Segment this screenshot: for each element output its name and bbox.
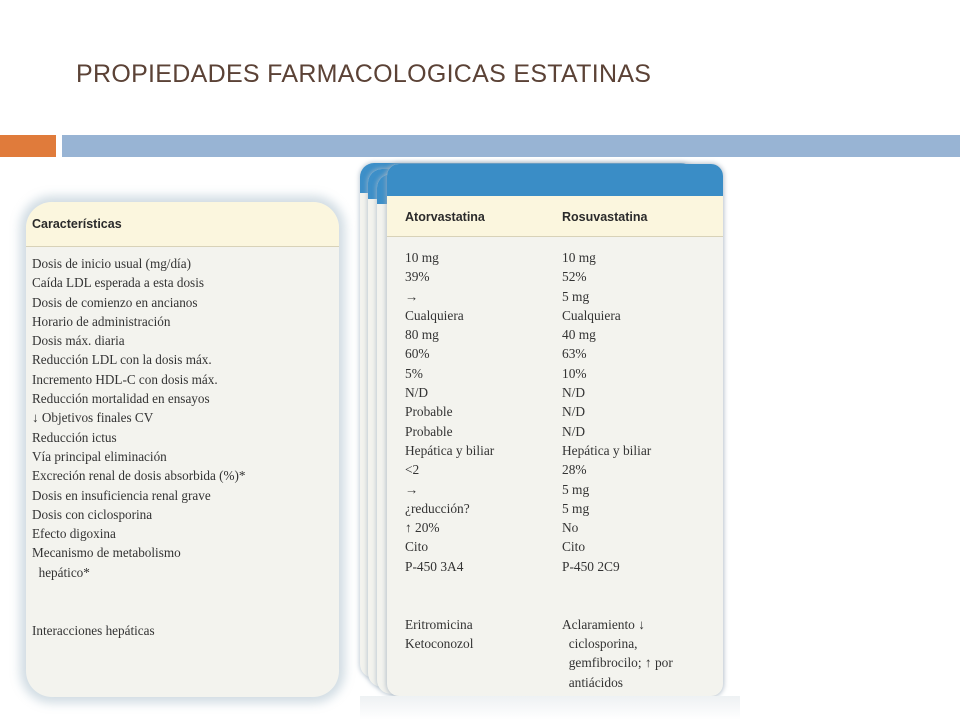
- atorvastatina-value: 80 mg: [405, 327, 439, 343]
- atorvastatina-value: P-450 3A4: [405, 558, 464, 574]
- atorvastatina-value: →: [405, 481, 419, 497]
- rosuvastatina-value: antiácidos: [562, 674, 623, 690]
- characteristic-row: ↓ Objetivos finales CV: [32, 410, 154, 426]
- drugs-card: [387, 164, 723, 696]
- rosuvastatina-value: [562, 595, 673, 614]
- characteristic-row: Mecanismo de metabolismo: [32, 545, 181, 561]
- rosuvastatina-value: Aclaramiento ↓: [562, 616, 645, 632]
- atorvastatina-value: Hepática y biliar: [405, 442, 495, 458]
- characteristic-row: Excreción renal de dosis absorbida (%)*: [32, 468, 246, 484]
- characteristic-row: Caída LDL esperada a esta dosis: [32, 275, 204, 291]
- title-rule-blue: [62, 135, 960, 157]
- reflection-fade: [360, 696, 740, 720]
- rosuvastatina-value: N/D: [562, 423, 586, 439]
- characteristic-row: hepático*: [32, 564, 90, 580]
- rosuvastatina-value: 63%: [562, 346, 587, 362]
- rosuvastatina-value: ciclosporina,: [562, 635, 638, 651]
- characteristic-row: Dosis máx. diaria: [32, 333, 125, 349]
- characteristic-row: Incremento HDL-C con dosis máx.: [32, 371, 218, 387]
- rosuvastatina-value: gemfibrocilo; ↑ por: [562, 655, 673, 671]
- rosuvastatina-value: Hepática y biliar: [562, 442, 652, 458]
- characteristic-row: Interacciones hepáticas: [32, 622, 155, 638]
- characteristics-list: [32, 254, 246, 640]
- atorvastatina-value: 60%: [405, 346, 430, 362]
- rosuvastatina-value: 10 mg: [562, 250, 596, 265]
- characteristic-row: Reducción LDL con la dosis máx.: [32, 352, 212, 368]
- atorvastatina-value: Cualquiera: [405, 307, 464, 323]
- characteristic-row: Dosis de comienzo en ancianos: [32, 294, 198, 310]
- atorvastatina-value: <2: [405, 462, 420, 478]
- atorvastatina-value: [405, 595, 494, 614]
- atorvastatina-value: Probable: [405, 423, 453, 439]
- rosuvastatina-value: 5 mg: [562, 500, 590, 516]
- characteristic-row: Reducción mortalidad en ensayos: [32, 391, 210, 407]
- atorvastatina-value: N/D: [405, 385, 429, 401]
- rosuvastatina-value: 52%: [562, 269, 587, 285]
- atorvastatina-value: Cito: [405, 539, 429, 555]
- characteristic-row: Vía principal eliminación: [32, 448, 167, 464]
- characteristic-row: Dosis en insuficiencia renal grave: [32, 487, 211, 503]
- atorvastatina-value: →: [405, 288, 419, 304]
- atorvastatina-value: Ketoconozol: [405, 635, 474, 651]
- atorvastatina-value: [405, 576, 494, 595]
- atorvastatina-value: ¿reducción?: [405, 500, 470, 516]
- rosuvastatina-value: N/D: [562, 404, 586, 420]
- characteristic-row: Horario de administración: [32, 313, 171, 329]
- rosuvastatina-value: P-450 2C9: [562, 558, 620, 574]
- rosuvastatina-value: 5 mg: [562, 481, 590, 497]
- rosuvastatina-value: 28%: [562, 462, 587, 478]
- atorvastatina-value: 39%: [405, 269, 430, 285]
- characteristic-row: [32, 582, 246, 601]
- atorvastatina-value: ↑ 20%: [405, 520, 440, 536]
- atorvastatina-header: Atorvastatina: [405, 210, 485, 224]
- characteristic-row: Reducción ictus: [32, 429, 117, 445]
- title-rule-orange: [0, 135, 56, 157]
- atorvastatina-value: Eritromicina: [405, 616, 473, 632]
- rosuvastatina-value: [562, 576, 673, 595]
- rosuvastatina-header: Rosuvastatina: [562, 210, 648, 224]
- rosuvastatina-value: 10%: [562, 365, 587, 381]
- atorvastatina-value: 5%: [405, 365, 423, 381]
- rosuvastatina-value: No: [562, 520, 579, 536]
- drugs-card-band: [387, 164, 723, 196]
- atorvastatina-value: 10 mg: [405, 250, 439, 265]
- characteristics-header-label: Características: [32, 217, 122, 231]
- rosuvastatina-value: Cualquiera: [562, 307, 621, 323]
- slide-title: PROPIEDADES FARMACOLOGICAS ESTATINAS: [76, 60, 652, 88]
- rosuvastatina-value: 5 mg: [562, 288, 590, 304]
- rosuvastatina-value: Cito: [562, 539, 586, 555]
- characteristic-row: [32, 601, 246, 620]
- rosuvastatina-value: 40 mg: [562, 327, 596, 343]
- rosuvastatina-column: [562, 248, 673, 692]
- characteristics-header: [26, 202, 339, 247]
- drugs-header: [387, 196, 723, 237]
- rosuvastatina-value: N/D: [562, 385, 586, 401]
- characteristic-row: Efecto digoxina: [32, 526, 116, 542]
- atorvastatina-column: [405, 248, 494, 653]
- atorvastatina-value: Probable: [405, 404, 453, 420]
- characteristic-row: Dosis de inicio usual (mg/día): [32, 256, 191, 271]
- characteristics-card: [26, 202, 339, 697]
- characteristic-row: Dosis con ciclosporina: [32, 506, 153, 522]
